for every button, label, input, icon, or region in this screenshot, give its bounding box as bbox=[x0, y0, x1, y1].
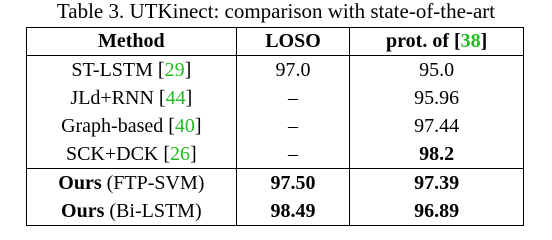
method-cell bbox=[27, 140, 237, 169]
method-name: SCK+DCK [ bbox=[65, 143, 171, 165]
loso-cell: 98.49 bbox=[236, 197, 350, 226]
header-prot bbox=[350, 28, 524, 56]
header-loso: LOSO bbox=[236, 28, 350, 56]
table-row bbox=[27, 84, 524, 112]
table-row bbox=[27, 112, 524, 140]
loso-cell: – bbox=[236, 84, 350, 112]
table-row bbox=[27, 56, 524, 85]
table-caption: Table 3. UTKinect: comparison with state-of-the-art bbox=[56, 0, 496, 23]
ours-label: Ours bbox=[61, 200, 105, 222]
loso-cell: 97.50 bbox=[236, 169, 350, 198]
prot-cell: 96.89 bbox=[350, 197, 524, 226]
loso-cell: 97.0 bbox=[236, 56, 350, 85]
citation-link[interactable]: 29 bbox=[164, 59, 185, 81]
method-name: ST-LSTM [ bbox=[71, 59, 165, 81]
method-name: JLd+RNN [ bbox=[70, 87, 166, 109]
citation-link[interactable]: 38 bbox=[460, 30, 481, 52]
prot-cell-best: 98.2 bbox=[350, 140, 524, 169]
method-bracket: ] bbox=[194, 115, 202, 137]
prot-cell: 95.96 bbox=[350, 84, 524, 112]
citation-link[interactable]: 40 bbox=[174, 115, 195, 137]
citation-link[interactable]: 26 bbox=[170, 143, 191, 165]
prot-cell: 95.0 bbox=[350, 56, 524, 85]
method-cell bbox=[27, 197, 237, 226]
ours-variant: (Bi-LSTM) bbox=[104, 200, 202, 222]
prot-cell: 97.44 bbox=[350, 112, 524, 140]
ours-variant: (FTP-SVM) bbox=[101, 172, 205, 194]
table-row-ours bbox=[27, 169, 524, 198]
method-name: Graph-based [ bbox=[61, 115, 175, 137]
method-bracket: ] bbox=[185, 87, 193, 109]
header-method: Method bbox=[27, 28, 237, 56]
method-cell bbox=[27, 112, 237, 140]
citation-link[interactable]: 44 bbox=[165, 87, 186, 109]
method-cell bbox=[27, 84, 237, 112]
header-prot-suffix: ] bbox=[480, 30, 488, 52]
table-row bbox=[27, 140, 524, 169]
table-row-ours bbox=[27, 197, 524, 226]
table-header-row bbox=[27, 28, 524, 56]
ours-label: Ours bbox=[58, 172, 102, 194]
method-bracket: ] bbox=[190, 143, 197, 165]
prot-cell: 97.39 bbox=[350, 169, 524, 198]
header-prot-prefix: prot. of [ bbox=[386, 30, 461, 52]
method-bracket: ] bbox=[184, 59, 192, 81]
loso-cell: – bbox=[236, 112, 350, 140]
loso-cell: – bbox=[236, 140, 350, 169]
results-table bbox=[26, 27, 524, 226]
method-cell bbox=[27, 169, 237, 198]
method-cell bbox=[27, 56, 237, 85]
